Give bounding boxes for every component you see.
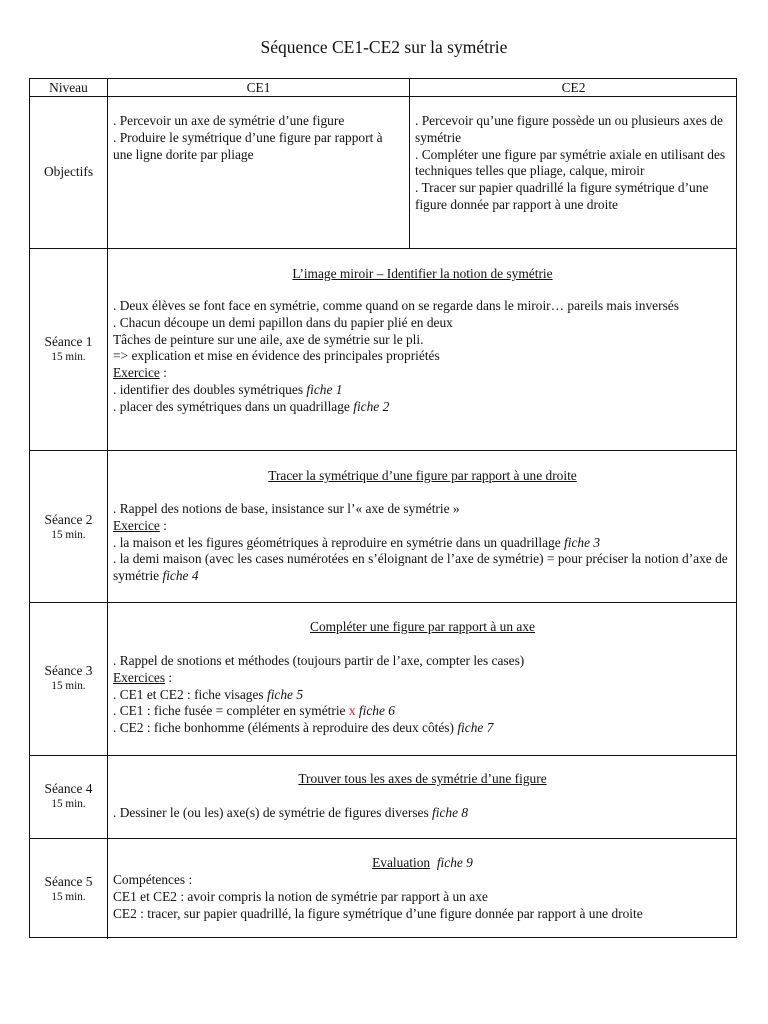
exercice-line	[113, 670, 733, 687]
row-divider	[30, 602, 736, 603]
line-text: . identifier des doubles symétriques	[113, 381, 307, 397]
seance-duration: 15 min.	[51, 529, 86, 541]
line-text: . la demi maison (avec les cases numérotées en s’éloignant de l’axe de symétrie) = pour préciser la notion d’axe de symétrie	[113, 551, 728, 584]
content-line	[113, 687, 733, 704]
row-divider	[30, 450, 736, 451]
row-divider	[30, 248, 736, 249]
fiche-ref: fiche 7	[457, 720, 494, 736]
fiche-ref: fiche 4	[162, 568, 199, 584]
seance-5-heading	[108, 855, 737, 872]
seance-4-label	[30, 781, 107, 811]
exercice-colon: :	[159, 517, 167, 533]
line-text: . CE1 : fiche fusée = compléter en symétrie	[113, 703, 349, 719]
exercice-label: Exercices	[113, 669, 166, 685]
seance-3-heading: Compléter une figure par rapport à un axe	[310, 619, 535, 634]
objectifs-label: Objectifs	[43, 164, 94, 179]
seance-2-heading: Tracer la symétrique d’une figure par rapport à une droite	[268, 468, 577, 483]
objectifs-ce2	[415, 113, 735, 214]
content-line: . Deux élèves se font face en symétrie, comme quand on se regarde dans le miroir… pareils mais inversés	[113, 298, 679, 313]
column-divider	[409, 79, 410, 249]
seance-title: Séance 5	[44, 874, 93, 889]
header-ce2: CE2	[561, 80, 586, 95]
objectif-ce2-1: . Percevoir qu’une figure possède un ou plusieurs axes de symétrie	[415, 113, 723, 145]
seance-3-label	[30, 663, 107, 693]
seance-duration: 15 min.	[51, 891, 86, 903]
content-line: CE2 : tracer, sur papier quadrillé, la figure symétrique d’une figure donnée par rapport à une droite	[113, 905, 643, 921]
seance-1-label	[30, 334, 107, 364]
seance-4-content	[113, 805, 733, 822]
seance-title: Séance 4	[44, 781, 93, 796]
row-divider	[30, 838, 736, 839]
line-text: . placer des symétriques dans un quadrillage	[113, 398, 354, 414]
content-line	[113, 382, 733, 399]
line-text: . CE1 et CE2 : fiche visages	[113, 686, 267, 702]
fiche-ref: fiche 6	[355, 703, 395, 719]
content-line: . Rappel des notions de base, insistance sur l’« axe de symétrie »	[113, 501, 460, 516]
content-line	[113, 805, 733, 822]
content-line: => explication et mise en évidence des principales propriétés	[113, 348, 440, 364]
exercice-label: Exercice	[113, 365, 160, 381]
content-line: . Chacun découpe un demi papillon dans du papier plié en deux	[113, 314, 453, 330]
column-divider	[107, 79, 108, 939]
content-line	[113, 720, 733, 737]
seance-duration: 15 min.	[51, 798, 86, 810]
evaluation-heading: Evaluation	[372, 855, 431, 870]
row-divider	[30, 96, 736, 97]
fiche-ref: fiche 9	[436, 855, 473, 870]
objectif-ce1-2: . Produire le symétrique d’une figure par rapport à une ligne dorite par pliage	[113, 129, 383, 162]
exercice-label: Exercice	[113, 517, 160, 533]
objectifs-ce1	[113, 113, 405, 163]
seance-duration: 15 min.	[51, 680, 86, 692]
content-line: Compétences :	[113, 872, 193, 887]
content-line	[113, 535, 733, 552]
exercice-colon: :	[165, 669, 173, 685]
line-text: . Dessiner le (ou les) axe(s) de symétrie de figures diverses	[113, 805, 433, 820]
sequence-table	[29, 78, 737, 938]
seance-1-heading: L’image miroir – Identifier la notion de symétrie	[292, 266, 553, 281]
seance-duration: 15 min.	[51, 351, 86, 363]
content-line	[113, 551, 733, 585]
seance-1-content	[113, 298, 733, 416]
fiche-ref: fiche 3	[564, 534, 601, 550]
content-line	[113, 703, 733, 720]
seance-title: Séance 3	[44, 663, 93, 678]
red-mark: x	[348, 703, 356, 719]
seance-5-content	[113, 872, 733, 922]
line-text: . la maison et les figures géométriques à reproduire en symétrie dans un quadrillage	[113, 534, 565, 550]
exercice-colon: :	[159, 365, 167, 381]
exercice-line	[113, 518, 733, 535]
fiche-ref: fiche 8	[432, 805, 469, 820]
row-divider	[30, 755, 736, 756]
objectif-ce2-2: . Compléter une figure par symétrie axiale en utilisant des techniques telles que pliage, calque, miroir	[415, 146, 726, 179]
content-line	[113, 399, 733, 416]
content-line: . Rappel de snotions et méthodes (toujours partir de l’axe, compter les cases)	[113, 653, 525, 668]
seance-2-content	[113, 501, 733, 585]
fiche-ref: fiche 2	[353, 398, 390, 414]
objectif-ce1-1: . Percevoir un axe de symétrie d’une figure	[113, 113, 345, 128]
fiche-ref: fiche 1	[306, 381, 343, 397]
exercice-line	[113, 365, 733, 382]
seance-4-heading: Trouver tous les axes de symétrie d’une figure	[298, 771, 547, 786]
seance-3-content	[113, 653, 733, 737]
line-text: . CE2 : fiche bonhomme (éléments à reproduire des deux côtés)	[113, 720, 458, 736]
content-line: Tâches de peinture sur une aile, axe de symétrie sur le pli.	[113, 331, 424, 347]
seance-5-label	[30, 874, 107, 904]
fiche-ref: fiche 5	[266, 686, 304, 702]
header-ce1: CE1	[246, 80, 271, 95]
page-title: Séquence CE1-CE2 sur la symétrie	[260, 37, 508, 57]
header-niveau: Niveau	[49, 80, 88, 95]
objectif-ce2-3: . Tracer sur papier quadrillé la figure symétrique d’une figure donnée par rapport à une droite	[415, 180, 709, 212]
seance-2-label	[30, 512, 107, 542]
seance-title: Séance 2	[44, 512, 93, 527]
content-line: CE1 et CE2 : avoir compris la notion de symétrie par rapport à un axe	[113, 888, 488, 904]
seance-title: Séance 1	[44, 334, 93, 349]
